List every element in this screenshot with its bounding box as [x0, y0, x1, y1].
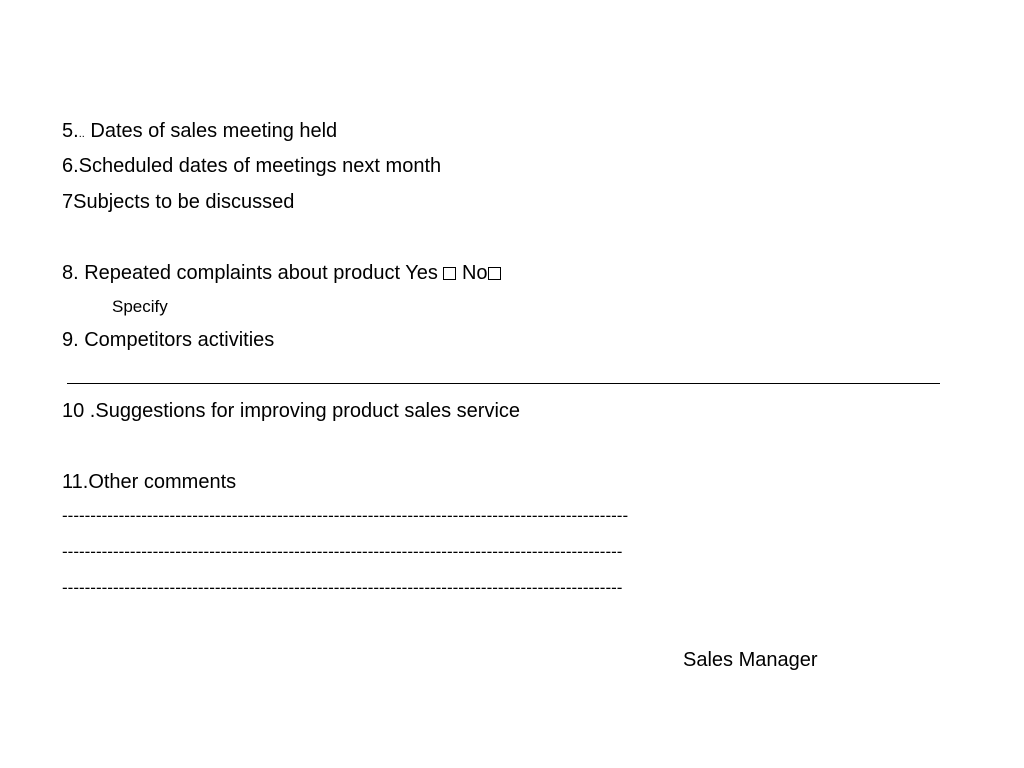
item-9: 9. Competitors activities: [62, 329, 275, 351]
comment-line-2: ---------------------------------------------------------------------------------------------------: [62, 542, 623, 561]
item-10: 10 .Suggestions for improving product sales service: [62, 400, 521, 422]
no-checkbox[interactable]: [488, 267, 501, 280]
specify-label: Specify: [112, 297, 168, 316]
item-6: 6.Scheduled dates of meetings next month: [62, 155, 442, 177]
item-5-number: 5.: [62, 120, 79, 142]
item-8-no-label: No: [461, 262, 488, 284]
signature-label: Sales Manager: [683, 649, 818, 671]
answer-underline: [67, 383, 940, 384]
item-8-label: 8. Repeated complaints about product Yes: [62, 262, 444, 284]
yes-checkbox[interactable]: [443, 267, 456, 280]
item-5-label: Dates of sales meeting held: [90, 120, 338, 142]
comment-line-1: ----------------------------------------------------------------------------------------------------: [62, 506, 629, 525]
item-5: [62, 119, 337, 146]
item-7: 7Subjects to be discussed: [62, 191, 295, 213]
comment-line-3: ---------------------------------------------------------------------------------------------------: [62, 578, 623, 597]
item-11: 11.Other comments: [62, 471, 237, 493]
item-5-dots: ..: [78, 128, 85, 140]
item-8: [62, 261, 501, 285]
